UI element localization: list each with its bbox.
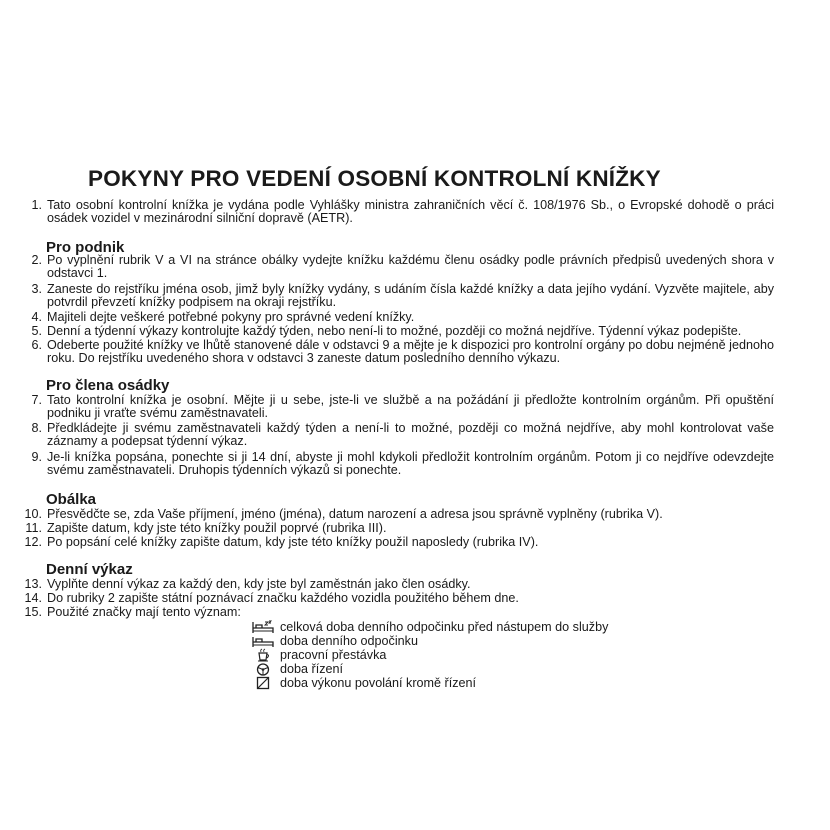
- item-text: Po popsání celé knížky zapište datum, kdy jste této knížky použil naposledy (rubrika IV).: [47, 535, 539, 549]
- item-text: Vyplňte denní výkaz za každý den, kdy jste byl zaměstnán jako člen osádky.: [47, 577, 471, 591]
- legend-text: doba denního odpočinku: [280, 634, 418, 648]
- item-text: Zaneste do rejstříku jména osob, jimž byly knížky vydány, s udáním čísla každé knížky a data jejího vydání. Vyzvěte majitele, aby potvrdil převzetí knížky podpisem na okraji rejstříku.: [47, 282, 774, 309]
- steering-wheel-icon: [246, 662, 280, 676]
- item-text: Zapište datum, kdy jste této knížky použil poprvé (rubrika III).: [47, 521, 387, 535]
- list-item: [14, 592, 774, 605]
- item-number: 10.: [24, 507, 42, 521]
- list-item: [14, 254, 774, 280]
- item-text: Odeberte použité knížky ve lhůtě stanovené dále v odstavci 9 a mějte je k dispozici pro kontrolní orgány po dobu nejméně jednoho roku. Do rejstříku uvedeného shora v odstavci 3 zaneste datum posledního denního výkazu.: [47, 338, 774, 365]
- item-text: Po vyplnění rubrik V a VI na stránce obálky vydejte knížku každému členu osádky podle právních předpisů uvedených shora v odstavci 1.: [47, 253, 774, 280]
- item-number: 8.: [31, 421, 42, 435]
- item-number: 9.: [31, 450, 42, 464]
- item-number: 4.: [31, 310, 42, 324]
- item-number: 6.: [31, 338, 42, 352]
- item-number: 11.: [25, 521, 42, 535]
- legend-text: pracovní přestávka: [280, 648, 387, 662]
- cup-icon: [246, 648, 280, 662]
- legend-item: [246, 676, 608, 690]
- legend-text: doba výkonu povolání kromě řízení: [280, 676, 477, 690]
- list-item: [14, 422, 774, 448]
- item-text: Do rubriky 2 zapište státní poznávací značku každého vozidla použitého během dne.: [47, 591, 519, 605]
- item-text: Je-li knížka popsána, ponechte si ji 14 dní, abyste ji mohl kdykoli předložit kontrolním orgánům. Potom ji co nejdříve odevzdejte svému zaměstnavateli. Druhopis týdenních výkazů si ponechte.: [47, 450, 774, 477]
- item-text: Denní a týdenní výkazy kontrolujte každý týden, nebo není-li to možné, později co možná nejdříve. Týdenní výkaz podepište.: [47, 324, 742, 338]
- bed-icon: [246, 634, 280, 648]
- list-item: [14, 606, 774, 619]
- list-item: [14, 536, 774, 549]
- page-title: POKYNY PRO VEDENÍ OSOBNÍ KONTROLNÍ KNÍŽKY: [88, 166, 661, 191]
- list-item: [14, 394, 774, 420]
- item-number: 13.: [24, 577, 42, 591]
- item-number: 1.: [31, 198, 42, 212]
- item-text: Tato osobní kontrolní knížka je vydána podle Vyhlášky ministra zahraničních věcí č. 108/1976 Sb., o Evropské dohodě o práci osádek vozidel v mezinárodní silniční dopravě (AETR).: [47, 198, 774, 225]
- item-number: 5.: [31, 324, 42, 338]
- section-heading-obalka: Obálka: [46, 491, 97, 508]
- section-heading-pro-podnik: Pro podnik: [46, 239, 125, 256]
- section-heading-denni-vykaz: Denní výkaz: [46, 561, 133, 578]
- item-text: Použité značky mají tento význam:: [47, 605, 241, 619]
- legend-item: [246, 648, 608, 662]
- item-number: 2.: [31, 253, 42, 267]
- legend-text: celková doba denního odpočinku před nástupem do služby: [280, 620, 609, 634]
- legend-text: doba řízení: [280, 662, 344, 676]
- list-item: [14, 522, 774, 535]
- legend-item: [246, 620, 608, 634]
- list-item: [14, 339, 774, 365]
- item-number: 7.: [31, 393, 42, 407]
- item-text: Tato kontrolní knížka je osobní. Mějte ji u sebe, jste-li ve službě a na požádání ji předložte kontrolním orgánům. Při opuštění podniku ji vraťte svému zaměstnavateli.: [47, 393, 774, 420]
- item-text: Majiteli dejte veškeré potřebné pokyny pro správné vedení knížky.: [47, 310, 415, 324]
- list-item: [14, 508, 774, 521]
- daily-rest-icon: [246, 620, 280, 634]
- list-item: [14, 311, 774, 324]
- legend-item: [246, 662, 608, 676]
- crossed-box-icon: [246, 676, 280, 690]
- item-text: Přesvědčte se, zda Vaše příjmení, jméno (jména), datum narození a adresa jsou správně vyplněny (rubrika V).: [47, 507, 663, 521]
- list-item: [14, 578, 774, 591]
- list-item: [14, 325, 774, 338]
- list-item: [14, 283, 774, 309]
- item-number: 12.: [24, 535, 42, 549]
- list-item: [14, 451, 774, 477]
- legend-item: [246, 634, 608, 648]
- symbol-legend: [246, 620, 608, 690]
- item-number: 15.: [24, 605, 42, 619]
- item-number: 14.: [24, 591, 42, 605]
- list-item: [14, 199, 774, 225]
- item-number: 3.: [31, 282, 42, 296]
- section-heading-pro-clena-osadky: Pro člena osádky: [46, 377, 170, 394]
- item-text: Předkládejte ji svému zaměstnavateli každý týden a není-li to možné, později co možná nejdříve, aby mohl kontrolovat vaše záznamy a podepsat týdenní výkaz.: [47, 421, 774, 448]
